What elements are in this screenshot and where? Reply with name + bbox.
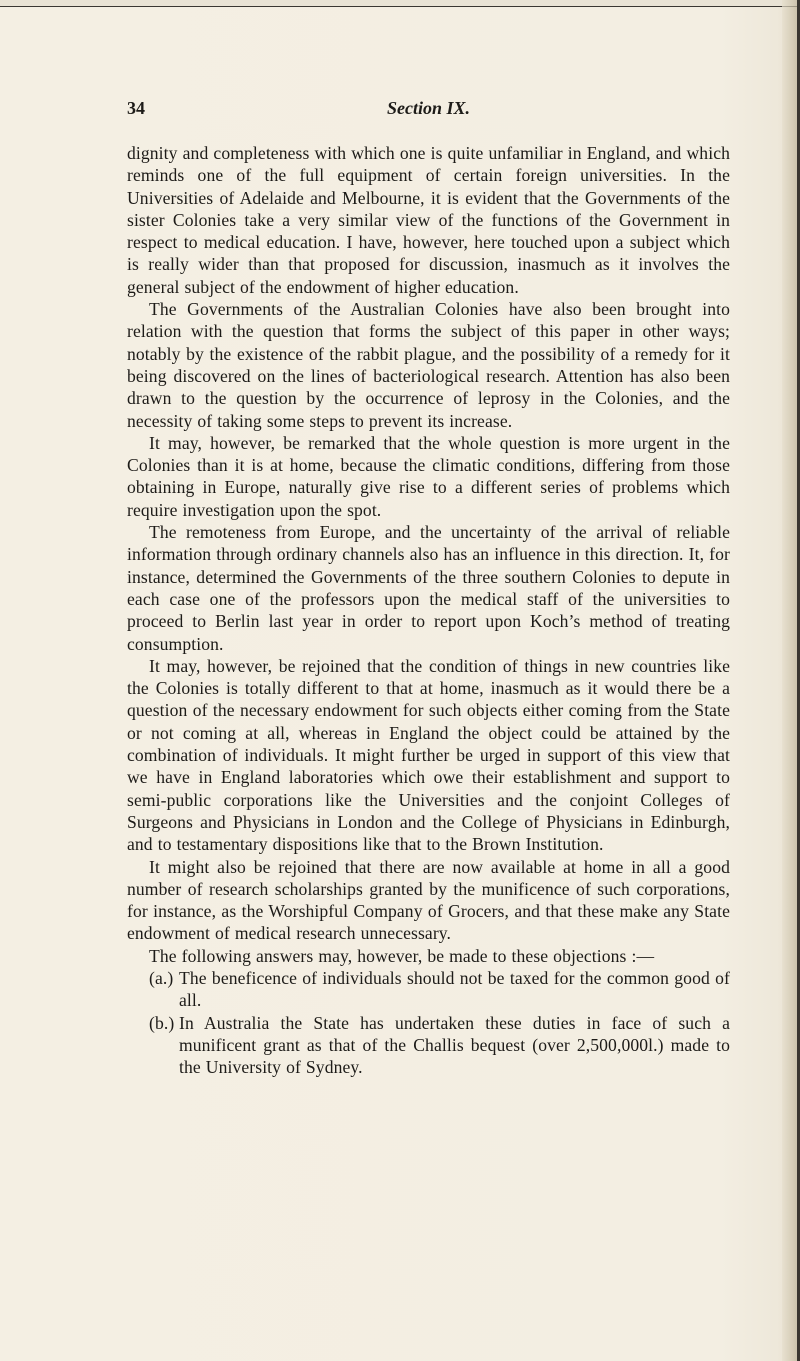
paragraph: The remoteness from Europe, and the uncertainty of the arrival of reliable information through ordinary channels also has an influence in this direction. It, for instance, determined the Governments of the three southern Colonies to depute in each case one of the professors upon the medical staff of the universities to proceed to Berlin last year in order to report upon Koch’s method of treating consumption.: [127, 522, 730, 654]
running-head: [127, 98, 730, 122]
paragraph: It may, however, be rejoined that the condition of things in new countries like the Colonies is totally different to that at home, inasmuch as it would there be a question of the necessary endowment for such objects either coming from the State or not coming at all, whereas in England the object could be attained by the combination of individuals. It might further be urged in support of this view that we have in England laboratories which owe their establishment and support to semi-public corporations like the Universities and the conjoint Colleges of Surgeons and Physicians in London and the College of Physicians in Edinburgh, and to testamentary dispositions like that to the Brown Institution.: [127, 655, 730, 855]
paragraph: It may, however, be remarked that the whole question is more urgent in the Colonies than it is at home, because the climatic conditions, differing from those obtaining in Europe, naturally give rise to a different series of problems which require investigation upon the spot.: [127, 432, 730, 520]
list-item-b: [127, 1012, 730, 1079]
paragraph: dignity and completeness with which one is quite unfamiliar in England, and which reminds one of the full equipment of certain foreign universities. In the Universities of Adelaide and Melbourne, it is evident that the Governments of the sister Colonies take a very similar view of the functions of the Government in respect to medical education. I have, however, here touched upon a subject which is really wider than that proposed for discussion, inasmuch as it involves the general subject of the endowment of higher education.: [127, 143, 730, 297]
body-text: [127, 142, 730, 1078]
list-text: The beneficence of individuals should not be taxed for the common good of all.: [179, 967, 730, 1011]
list-text: In Australia the State has undertaken these duties in face of such a munificent grant as that of the Challis bequest (over 2,500,000l.) made to the University of Sydney.: [179, 1012, 730, 1078]
list-label: (b.): [149, 1012, 175, 1033]
list-label: (a.): [149, 967, 174, 988]
section-title: Section IX.: [386, 98, 470, 118]
list-item-a: [127, 967, 730, 1012]
paragraph: It might also be rejoined that there are now available at home in all a good number of research scholarships granted by the munificence of such corporations, for instance, as the Worshipful Company of Grocers, and that these make any State endowment of medical research unnecessary.: [127, 856, 730, 944]
top-rule: [0, 0, 800, 7]
paragraph: The Governments of the Australian Colonies have also been brought into relation with the question that forms the subject of this paper in other ways; notably by the existence of the rabbit plague, and the possibility of a remedy for it being discovered on the lines of bacteriological research. Attention has also been drawn to the question by the occurrence of leprosy in the Colonies, and the necessity of taking some steps to prevent its increase.: [127, 299, 730, 431]
list-intro: The following answers may, however, be made to these objections :—: [149, 945, 655, 966]
page-number: 34: [127, 98, 145, 118]
